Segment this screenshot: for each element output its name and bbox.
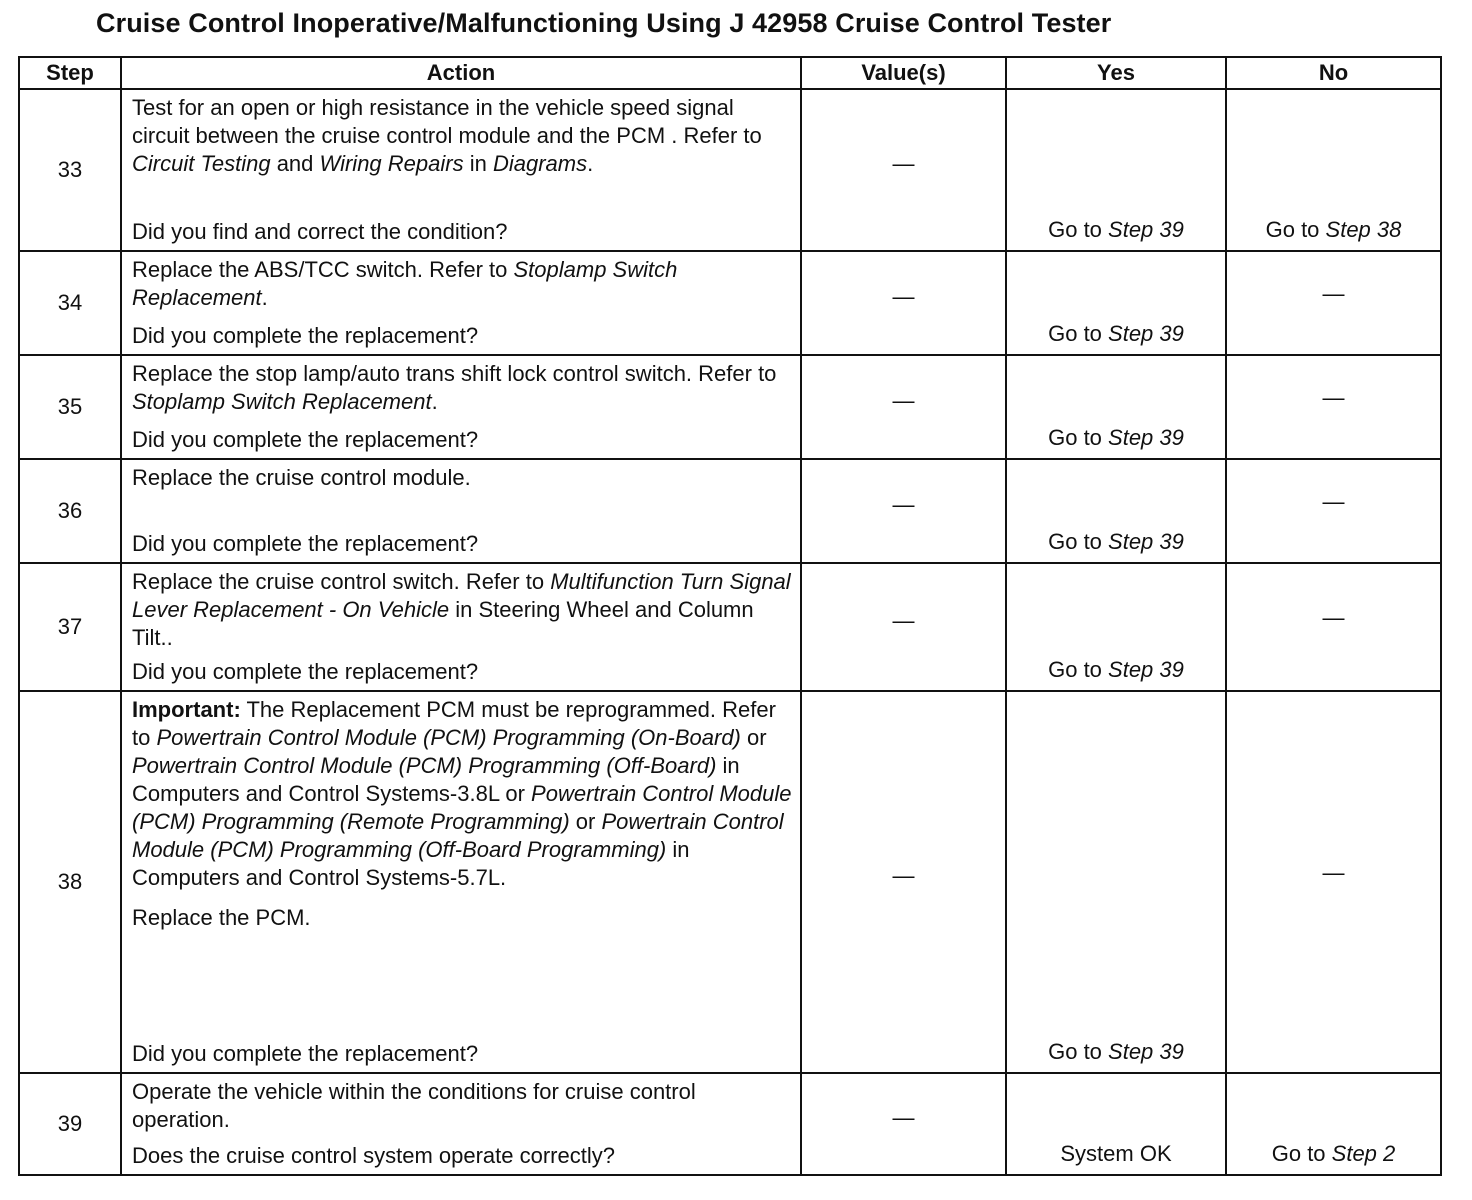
step-link[interactable]: Step 39 bbox=[1108, 217, 1184, 242]
doc-link[interactable]: Powertrain Control Module (PCM) Programming (On-Board) bbox=[156, 725, 741, 750]
value-dash: — bbox=[892, 492, 915, 517]
step-number: 33 bbox=[19, 89, 121, 251]
no-cell bbox=[1226, 355, 1441, 459]
step-link[interactable]: Step 39 bbox=[1108, 321, 1184, 346]
value-dash: — bbox=[892, 151, 915, 176]
page-title: Cruise Control Inoperative/Malfunctioning Using J 42958 Cruise Control Tester bbox=[96, 8, 1112, 38]
value-cell bbox=[801, 355, 1006, 459]
value-cell bbox=[801, 563, 1006, 691]
table-row bbox=[19, 355, 1441, 459]
yes-cell: Go to Step 39 bbox=[1006, 691, 1226, 1073]
action-text: Replace the ABS/TCC switch. Refer to Stoplamp Switch Replacement. bbox=[132, 257, 678, 310]
value-dash: — bbox=[1322, 488, 1345, 514]
step-link[interactable]: Step 38 bbox=[1325, 217, 1402, 242]
action-text: Replace the stop lamp/auto trans shift lock control switch. Refer to Stoplamp Switch Replacement. bbox=[132, 361, 777, 414]
no-cell bbox=[1226, 459, 1441, 563]
value-cell bbox=[801, 89, 1006, 251]
doc-link[interactable]: Powertrain Control Module (PCM) Programming (Remote Programming) bbox=[132, 781, 792, 834]
header-yes: Yes bbox=[1006, 57, 1226, 89]
table-row bbox=[19, 691, 1441, 1073]
action-cell bbox=[121, 1073, 801, 1175]
action-text: Test for an open or high resistance in the vehicle speed signal circuit between the cruise control module and the PCM . Refer to Circuit Testing and Wiring Repairs in Diagrams. bbox=[132, 95, 762, 176]
action-text: Replace the cruise control switch. Refer to Multifunction Turn Signal Lever Replacement - On Vehicle in Steering Wheel and Column Tilt.. bbox=[132, 569, 791, 650]
value-dash: — bbox=[892, 284, 915, 309]
table-row bbox=[19, 251, 1441, 355]
action-text: Replace the PCM. bbox=[132, 905, 311, 930]
no-cell: Go to Step 38 bbox=[1226, 89, 1441, 251]
header-row bbox=[19, 57, 1441, 89]
diagnostic-table bbox=[18, 56, 1442, 1176]
no-cell bbox=[1226, 251, 1441, 355]
header-no: No bbox=[1226, 57, 1441, 89]
step-number: 34 bbox=[19, 251, 121, 355]
step-link[interactable]: Step 39 bbox=[1108, 657, 1184, 682]
action-question: Did you find and correct the condition? bbox=[132, 219, 508, 244]
value-dash: — bbox=[1322, 280, 1345, 306]
step-link[interactable]: Step 39 bbox=[1108, 529, 1184, 554]
value-cell bbox=[801, 459, 1006, 563]
yes-cell: Go to Step 39 bbox=[1006, 563, 1226, 691]
yes-cell: Go to Step 39 bbox=[1006, 355, 1226, 459]
step-link[interactable]: Step 2 bbox=[1331, 1141, 1396, 1166]
value-dash: — bbox=[1322, 859, 1345, 885]
value-dash: — bbox=[892, 1105, 915, 1130]
doc-link[interactable]: Wiring Repairs bbox=[319, 151, 464, 176]
table-row bbox=[19, 89, 1441, 251]
action-question: Did you complete the replacement? bbox=[132, 1041, 479, 1066]
action-question: Does the cruise control system operate correctly? bbox=[132, 1143, 615, 1168]
doc-link[interactable]: Powertrain Control Module (PCM) Programming (Off-Board Programming) bbox=[132, 809, 784, 862]
action-text: Important: The Replacement PCM must be reprogrammed. Refer to Powertrain Control Module (PCM) Programming (On-Board) or Powertrain Control Module (PCM) Programming (Off-Board) in Computers and Control Systems-3.8L or Powertrain Control Module (PCM) Programming (Remote Programming) or Powertrain Control Module (PCM) Programming (Off-Board Programming) in Computers and Control Systems-5.7L. bbox=[132, 697, 792, 890]
header-step: Step bbox=[19, 57, 121, 89]
header-action: Action bbox=[121, 57, 801, 89]
important-label: Important: bbox=[132, 697, 241, 722]
doc-link[interactable]: Stoplamp Switch Replacement bbox=[132, 257, 678, 310]
step-number: 39 bbox=[19, 1073, 121, 1175]
action-cell bbox=[121, 355, 801, 459]
table-row bbox=[19, 563, 1441, 691]
step-number: 37 bbox=[19, 563, 121, 691]
table-row bbox=[19, 1073, 1441, 1175]
action-cell bbox=[121, 563, 801, 691]
action-text: Replace the cruise control module. bbox=[132, 465, 471, 490]
doc-link[interactable]: Stoplamp Switch Replacement bbox=[132, 389, 432, 414]
action-cell bbox=[121, 459, 801, 563]
value-cell bbox=[801, 251, 1006, 355]
doc-link[interactable]: Multifunction Turn Signal Lever Replacement - On Vehicle bbox=[132, 569, 791, 622]
action-question: Did you complete the replacement? bbox=[132, 659, 479, 684]
value-dash: — bbox=[892, 608, 915, 633]
no-cell bbox=[1226, 563, 1441, 691]
header-values: Value(s) bbox=[801, 57, 1006, 89]
action-cell bbox=[121, 691, 801, 1073]
step-link[interactable]: Step 39 bbox=[1108, 425, 1184, 450]
action-question: Did you complete the replacement? bbox=[132, 531, 479, 556]
yes-cell: Go to Step 39 bbox=[1006, 459, 1226, 563]
action-text: Operate the vehicle within the conditions for cruise control operation. bbox=[132, 1079, 696, 1132]
value-dash: — bbox=[1322, 604, 1345, 630]
value-dash: — bbox=[1322, 384, 1345, 410]
yes-cell: Go to Step 39 bbox=[1006, 251, 1226, 355]
action-question: Did you complete the replacement? bbox=[132, 427, 479, 452]
table-row bbox=[19, 459, 1441, 563]
step-link[interactable]: Step 39 bbox=[1108, 1039, 1184, 1064]
value-dash: — bbox=[892, 388, 915, 413]
doc-link[interactable]: Powertrain Control Module (PCM) Programming (Off-Board) bbox=[132, 753, 717, 778]
no-cell bbox=[1226, 691, 1441, 1073]
step-number: 38 bbox=[19, 691, 121, 1073]
step-number: 35 bbox=[19, 355, 121, 459]
action-question: Did you complete the replacement? bbox=[132, 323, 479, 348]
step-number: 36 bbox=[19, 459, 121, 563]
doc-link[interactable]: Circuit Testing bbox=[132, 151, 271, 176]
value-cell bbox=[801, 691, 1006, 1073]
action-cell bbox=[121, 251, 801, 355]
yes-cell: Go to Step 39 bbox=[1006, 89, 1226, 251]
no-cell: Go to Step 2 bbox=[1226, 1073, 1441, 1175]
action-cell bbox=[121, 89, 801, 251]
yes-cell: System OK bbox=[1006, 1073, 1226, 1175]
value-cell bbox=[801, 1073, 1006, 1175]
doc-link[interactable]: Diagrams bbox=[492, 151, 588, 176]
value-dash: — bbox=[892, 863, 915, 888]
